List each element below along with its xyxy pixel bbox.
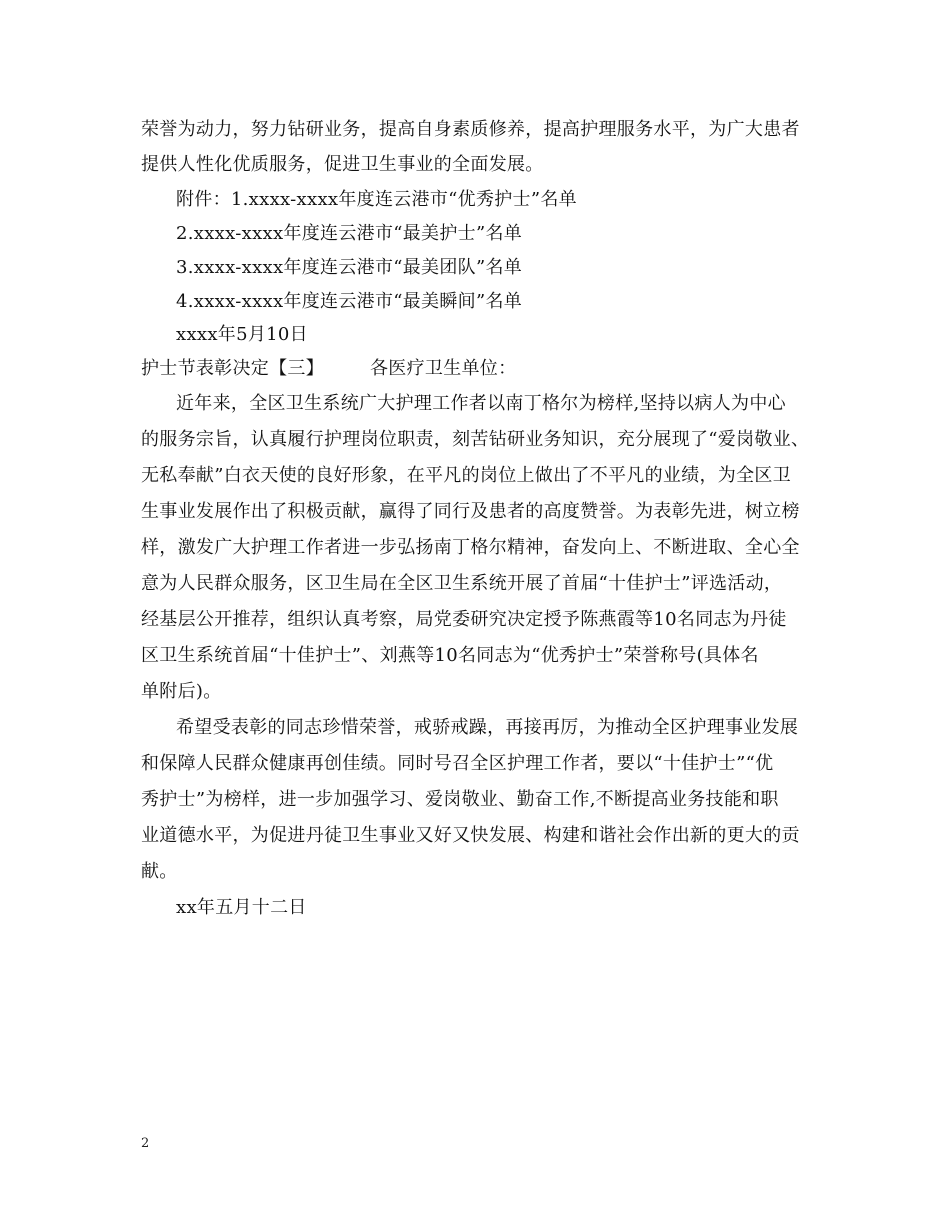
paragraph-line: 经基层公开推荐，组织认真考察，局党委研究决定授予陈燕霞等10名同志为丹徒 <box>141 609 787 630</box>
body-text-line: 荣誉为动力，努力钻研业务，提高自身素质修养，提高护理服务水平，为广大患者 <box>141 119 800 140</box>
paragraph-line: 业道德水平，为促进丹徒卫生事业又好又快发展、构建和谐社会作出新的更大的贡 <box>141 825 800 846</box>
paragraph-line: 和保障人民群众健康再创佳绩。同时号召全区护理工作者，要以“十佳护士”“优 <box>141 753 774 774</box>
paragraph-line: 区卫生系统首届“十佳护士”、刘燕等10名同志为“优秀护士”荣誉称号(具体名 <box>141 645 759 666</box>
paragraph-line: 近年来，全区卫生系统广大护理工作者以南丁格尔为榜样,坚持以病人为中心 <box>176 393 786 414</box>
paragraph-line: 献。 <box>141 861 178 882</box>
paragraph-line: 希望受表彰的同志珍惜荣誉，戒骄戒躁，再接再厉，为推动全区护理事业发展 <box>176 717 799 738</box>
date-line: xxxx年5月10日 <box>176 324 308 345</box>
paragraph-line: 样，激发广大护理工作者进一步弘扬南丁格尔精神，奋发向上、不断进取、全心全 <box>141 537 800 558</box>
paragraph-line: 单附后)。 <box>141 681 222 702</box>
paragraph-line: 无私奉献”白衣天使的良好形象，在平凡的岗位上做出了不平凡的业绩，为全区卫 <box>141 465 791 486</box>
page-number: 2 <box>141 1136 150 1151</box>
closing-date: xx年五月十二日 <box>176 897 307 918</box>
attachment-line: 2.xxxx-xxxx年度连云港市“最美护士”名单 <box>176 223 523 244</box>
section-heading-line <box>141 357 516 381</box>
attachment-line: 4.xxxx-xxxx年度连云港市“最美瞬间”名单 <box>176 291 523 312</box>
paragraph-line: 意为人民群众服务，区卫生局在全区卫生系统开展了首届“十佳护士”评选活动， <box>141 573 783 594</box>
section-title: 护士节表彰决定【三】 <box>141 358 324 379</box>
attachment-line: 3.xxxx-xxxx年度连云港市“最美团队”名单 <box>176 257 523 278</box>
paragraph-line: 秀护士”为榜样，进一步加强学习、爱岗敬业、勤奋工作,不断提高业务技能和职 <box>141 789 779 810</box>
salutation: 各医疗卫生单位： <box>370 358 517 379</box>
body-text-line: 提供人性化优质服务，促进卫生事业的全面发展。 <box>141 154 544 175</box>
paragraph-line: 的服务宗旨，认真履行护理岗位职责，刻苦钻研业务知识，充分展现了“爱岗敬业、 <box>141 429 810 450</box>
paragraph-line: 生事业发展作出了积极贡献，赢得了同行及患者的高度赞誉。为表彰先进，树立榜 <box>141 501 800 522</box>
attachment-line: 附件：1.xxxx-xxxx年度连云港市“优秀护士”名单 <box>176 189 577 210</box>
